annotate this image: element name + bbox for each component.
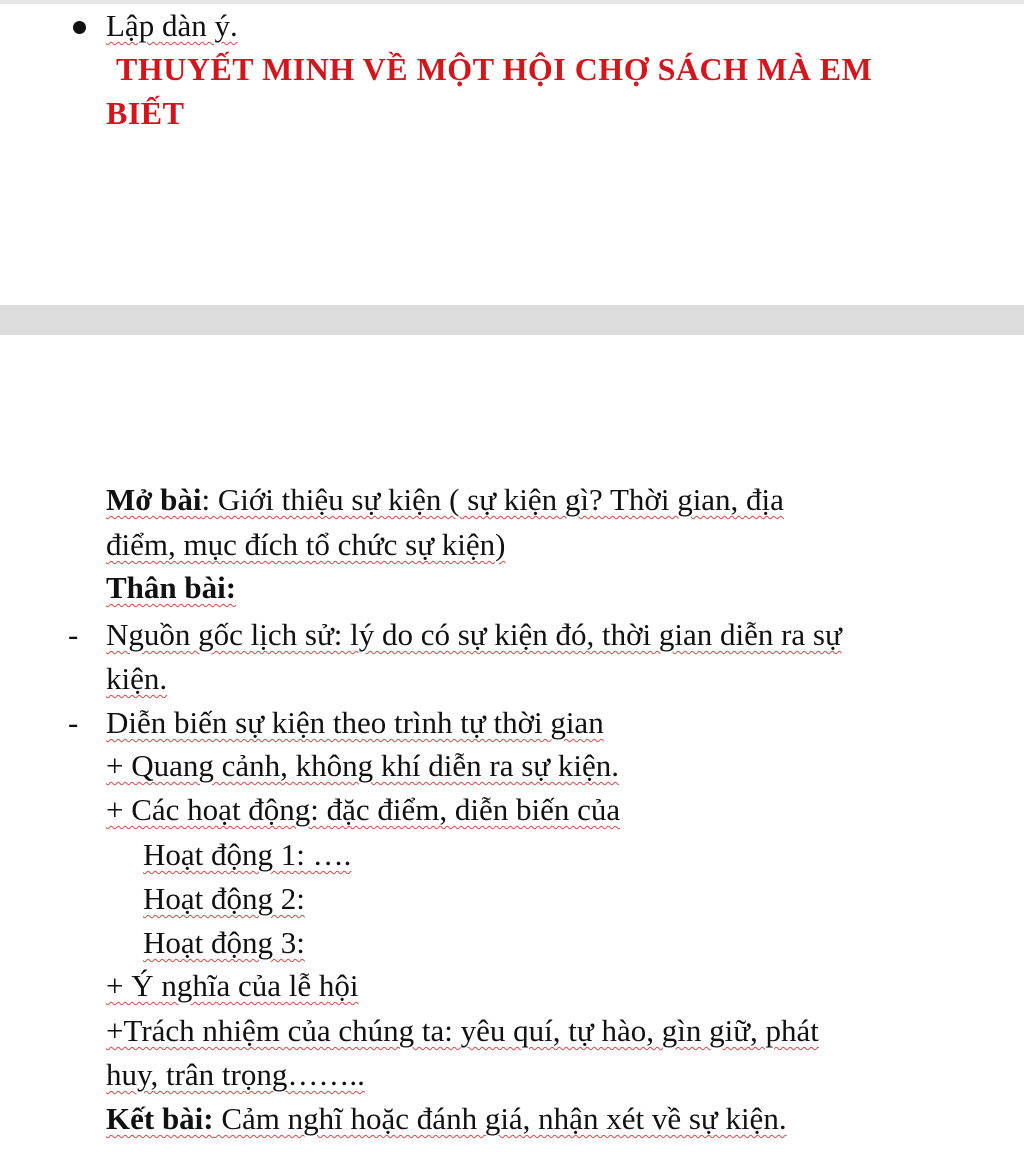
document-title-line-1: THUYẾT MINH VỀ MỘT HỘI CHỢ SÁCH MÀ EM <box>116 51 873 87</box>
ket-bai-line <box>106 1099 787 1139</box>
page-separator <box>0 305 1024 335</box>
activity-1: Hoạt động 1: …. <box>143 837 352 872</box>
ket-bai-text: Cảm nghĩ hoặc đánh giá, nhận xét về sự kiện. <box>213 1101 787 1136</box>
body-item-1-line-1: Nguồn gốc lịch sử: lý do có sự kiện đó, thời gian diễn ra sự <box>106 617 842 652</box>
body-item-2: Diễn biến sự kiện theo trình tự thời gian <box>106 705 604 740</box>
ket-bai-label: Kết bài: <box>106 1101 214 1136</box>
activity-3: Hoạt động 3: <box>143 925 305 960</box>
document-title-line-2: BIẾT <box>106 95 185 131</box>
than-bai-label: Thân bài: <box>106 570 237 605</box>
outline-heading: Lập dàn ý. <box>106 8 238 43</box>
sub-item-activities: + Các hoạt động: đặc điểm, diễn biến của <box>106 792 621 827</box>
dash-bullet-icon: - <box>68 705 79 740</box>
sub-item-responsibility-line-2: huy, trân trọng…….. <box>106 1057 365 1092</box>
page-top-edge <box>0 0 1024 4</box>
sub-item-meaning: + Ý nghĩa của lễ hội <box>106 968 359 1003</box>
sub-item-scene: + Quang cảnh, không khí diễn ra sự kiện. <box>106 748 619 783</box>
mo-bai-line-2: điểm, mục đích tổ chức sự kiện) <box>106 527 506 562</box>
mo-bai-line-1 <box>106 480 784 520</box>
sub-item-responsibility-line-1: +Trách nhiệm của chúng ta: yêu quí, tự hào, gìn giữ, phát <box>106 1013 819 1048</box>
body-item-1-line-2: kiện. <box>106 661 168 696</box>
bullet-dot-icon <box>73 21 86 34</box>
mo-bai-text: : Giới thiệu sự kiện ( sự kiện gì? Thời gian, địa <box>201 482 784 517</box>
activity-2: Hoạt động 2: <box>143 881 305 916</box>
than-bai-heading <box>106 568 236 608</box>
mo-bai-label: Mở bài <box>106 482 202 517</box>
dash-bullet-icon: - <box>68 617 79 652</box>
